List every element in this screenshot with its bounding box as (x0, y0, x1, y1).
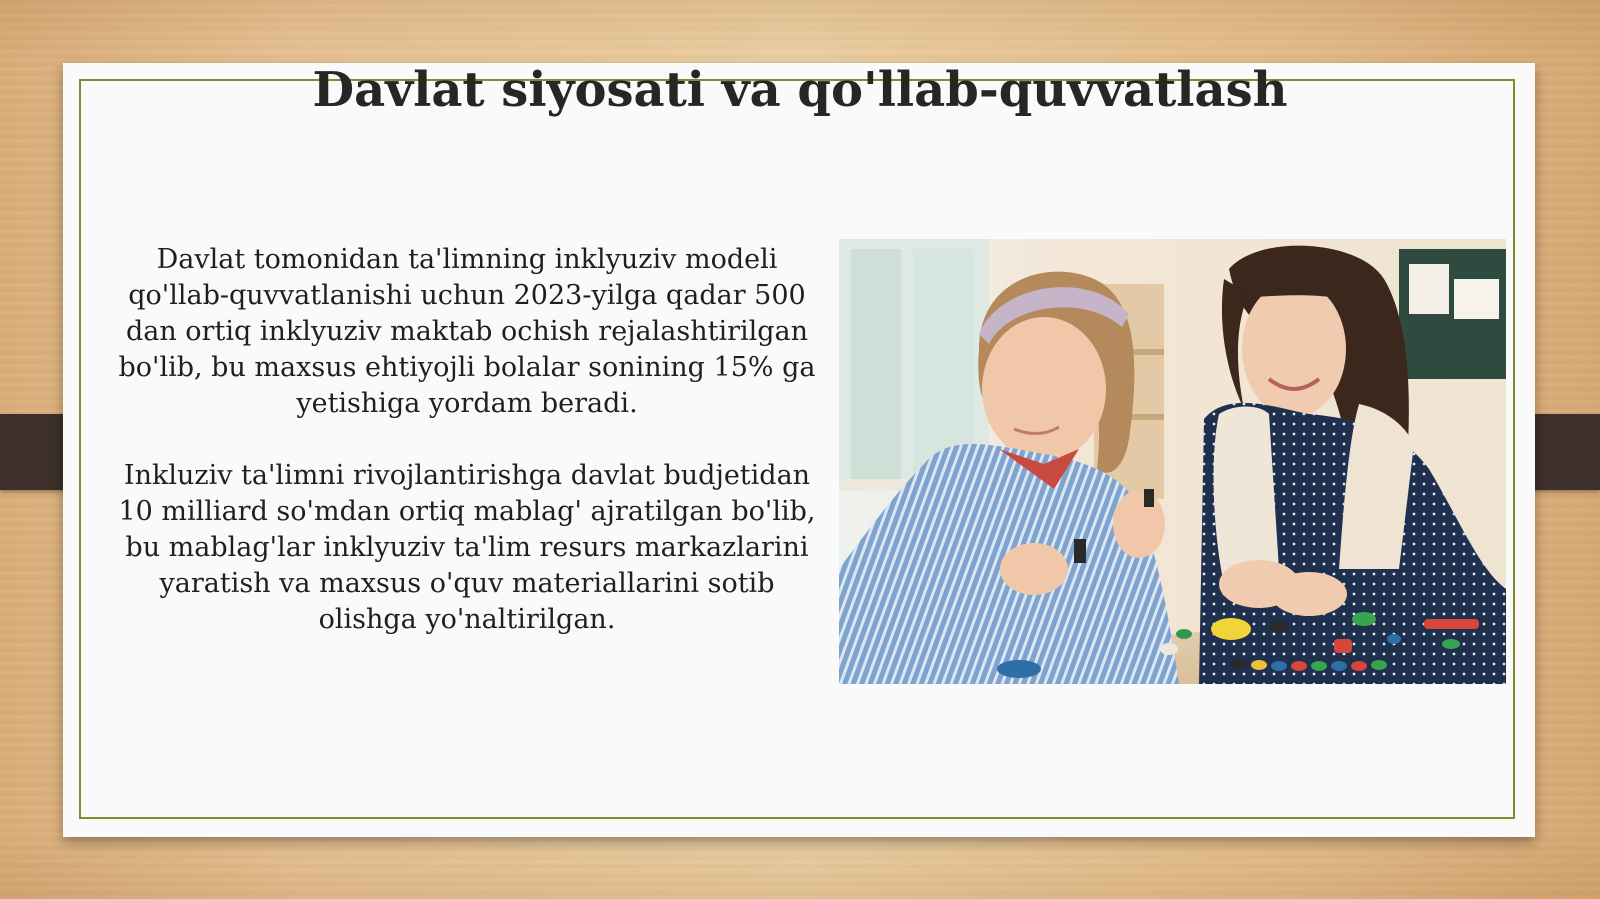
title-area (0, 60, 1600, 124)
slide-body-text (108, 242, 826, 638)
slide-title: Davlat siyosati va qo'llab-quvvatlash (312, 62, 1288, 118)
wood-background-bottom (0, 829, 1600, 899)
paragraph-budget-plan: Davlat tomonidan ta'limning inklyuziv modeli qo'llab-quvvatlanishi uchun 2023-yilga qadar 500 dan ortiq inklyuziv maktab ochish rejalashtirilgan bo'lib, bu maxsus ehtiyojli bolalar sonining 15% ga yetishiga yordam beradi. (118, 244, 816, 419)
photo-girl-and-teacher (839, 239, 1506, 684)
paragraph-funding: Inkluziv ta'limni rivojlantirishga davlat budjetidan 10 milliard so'mdan ortiq mablag' ajratilgan bo'lib, bu mablag'lar inklyuziv ta'lim resurs markazlarini yaratish va maxsus o'quv materiallarini sotib olishga yo'naltirilgan. (118, 460, 816, 635)
wood-background-top (0, 0, 1600, 60)
